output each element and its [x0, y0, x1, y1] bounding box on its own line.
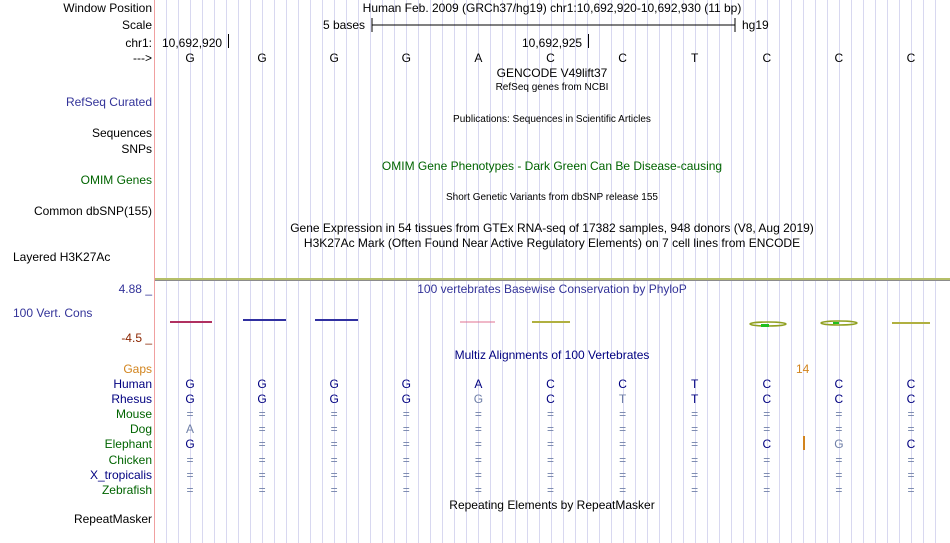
chrom-label: chr1:	[125, 36, 152, 50]
phylop-bar-6-spike	[761, 324, 769, 327]
aligned-base: G	[401, 392, 411, 406]
aligned-base: =	[691, 483, 699, 497]
aligned-base: =	[402, 407, 410, 421]
aligned-base: =	[835, 483, 843, 497]
snps-track-label[interactable]: SNPs	[121, 142, 152, 156]
aligned-base: =	[474, 453, 482, 467]
aligned-base: C	[906, 377, 916, 391]
species-label[interactable]: Human	[113, 377, 152, 391]
aligned-base: =	[258, 407, 266, 421]
aligned-base: =	[330, 483, 338, 497]
reference-base: G	[185, 51, 195, 65]
aligned-base: C	[834, 377, 844, 391]
aligned-base: G	[329, 377, 339, 391]
aligned-base: =	[402, 468, 410, 482]
aligned-base: =	[402, 422, 410, 436]
species-label[interactable]: Zebrafish	[101, 483, 152, 497]
aligned-base: =	[691, 468, 699, 482]
coord-left: 10,692,920	[162, 36, 223, 50]
aligned-base: =	[186, 407, 194, 421]
species-label[interactable]: Chicken	[108, 453, 152, 467]
coord-tick-left	[228, 34, 229, 48]
reference-base: C	[546, 51, 555, 65]
scale-label: Scale	[121, 18, 152, 32]
aligned-base: G	[185, 437, 195, 451]
aligned-base: G	[185, 392, 195, 406]
aligned-base: C	[618, 377, 627, 391]
aligned-base: G	[257, 392, 267, 406]
aligned-base: C	[906, 392, 916, 406]
repeatmasker-track-title[interactable]: Repeating Elements by RepeatMasker	[449, 498, 655, 512]
aligned-base: =	[835, 468, 843, 482]
track-separator	[155, 278, 950, 281]
aligned-base: =	[402, 437, 410, 451]
aligned-base: =	[907, 483, 915, 497]
aligned-base: =	[402, 453, 410, 467]
reference-base: A	[474, 51, 483, 65]
reference-base: G	[329, 51, 339, 65]
reference-base: C	[762, 51, 772, 65]
aligned-base: =	[691, 407, 699, 421]
aligned-base: =	[619, 422, 627, 436]
aligned-base: C	[762, 437, 772, 451]
refseq-track-label[interactable]: RefSeq Curated	[65, 95, 152, 109]
coord-tick-mid	[588, 34, 589, 48]
phylop-max-label: 4.88 _	[118, 282, 152, 296]
aligned-base: =	[619, 437, 627, 451]
dbsnp-track-title[interactable]: Short Genetic Variants from dbSNP release 155	[446, 192, 658, 203]
aligned-base: =	[546, 453, 554, 467]
aligned-base: =	[474, 483, 482, 497]
aligned-base: =	[835, 407, 843, 421]
species-label[interactable]: Mouse	[115, 407, 152, 421]
aligned-base: =	[258, 468, 266, 482]
aligned-base: A	[474, 377, 483, 391]
reference-base: C	[906, 51, 916, 65]
aligned-base: =	[763, 453, 771, 467]
aligned-base: C	[834, 392, 844, 406]
reference-base: C	[618, 51, 627, 65]
h3k27ac-track-title[interactable]: H3K27Ac Mark (Often Found Near Active Regulatory Elements) on 7 cell lines from ENCODE	[303, 236, 801, 250]
coord-mid: 10,692,925	[522, 36, 583, 50]
aligned-base: G	[257, 377, 267, 391]
aligned-base: =	[763, 483, 771, 497]
gaps-label: Gaps	[123, 362, 152, 376]
phylop-min-label: -4.5 _	[121, 331, 152, 345]
aligned-base: =	[474, 422, 482, 436]
aligned-base: =	[258, 422, 266, 436]
omim-track-label[interactable]: OMIM Genes	[80, 173, 152, 187]
aligned-base: =	[907, 468, 915, 482]
aligned-base: T	[691, 377, 699, 391]
aligned-base: =	[619, 407, 627, 421]
omim-track-title[interactable]: OMIM Gene Phenotypes - Dark Green Can Be Disease-causing	[381, 159, 723, 173]
refseq-track-subtitle[interactable]: RefSeq genes from NCBI	[495, 82, 609, 93]
species-label[interactable]: X_tropicalis	[89, 468, 152, 482]
aligned-base: C	[906, 437, 916, 451]
aligned-base: =	[907, 407, 915, 421]
reference-base: C	[834, 51, 844, 65]
aligned-base: C	[546, 377, 555, 391]
aligned-base: =	[258, 437, 266, 451]
aligned-base: =	[691, 437, 699, 451]
gtex-track-title[interactable]: Gene Expression in 54 tissues from GTEx RNA-seq of 17382 samples, 948 donors (V8, Aug 2019)	[290, 221, 814, 235]
gap-count: 14	[796, 362, 810, 376]
phylop-bar-7-spike	[833, 322, 839, 324]
phylop-conservation-graph[interactable]	[155, 310, 950, 334]
reference-base: G	[257, 51, 267, 65]
aligned-base: =	[330, 453, 338, 467]
scale-bar	[370, 16, 738, 34]
aligned-base: A	[185, 422, 194, 436]
aligned-base: =	[474, 407, 482, 421]
species-label[interactable]: Elephant	[104, 437, 152, 451]
aligned-base: =	[691, 422, 699, 436]
window-position-text: Human Feb. 2009 (GRCh37/hg19) chr1:10,692,920-10,692,930 (11 bp)	[362, 1, 742, 15]
publications-track-title[interactable]: Publications: Sequences in Scientific Articles	[453, 114, 651, 125]
aligned-base: =	[835, 422, 843, 436]
phylop-track-title[interactable]: 100 vertebrates Basewise Conservation by PhyloP	[417, 282, 687, 296]
aligned-base: =	[619, 453, 627, 467]
gap-marker	[803, 436, 805, 450]
reference-base: T	[691, 51, 699, 65]
track-label-divider	[154, 0, 155, 543]
aligned-base: =	[546, 468, 554, 482]
aligned-base: =	[763, 468, 771, 482]
scale-assembly: hg19	[742, 18, 769, 32]
aligned-base: T	[618, 392, 627, 406]
aligned-base: =	[546, 422, 554, 436]
aligned-base: =	[186, 453, 194, 467]
aligned-base: =	[474, 437, 482, 451]
aligned-base: =	[619, 468, 627, 482]
aligned-base: =	[907, 453, 915, 467]
gencode-track-title[interactable]: GENCODE V49lift37	[496, 66, 608, 80]
aligned-base: =	[907, 422, 915, 436]
aligned-base: C	[762, 377, 772, 391]
aligned-base: =	[402, 483, 410, 497]
aligned-base: =	[546, 437, 554, 451]
aligned-base: C	[546, 392, 555, 406]
aligned-base: =	[835, 453, 843, 467]
aligned-base: T	[691, 392, 699, 406]
window-position-label: Window Position	[63, 1, 152, 15]
h3k27ac-track-label[interactable]: Layered H3K27Ac	[13, 250, 111, 264]
aligned-base: =	[330, 437, 338, 451]
aligned-base: =	[258, 453, 266, 467]
aligned-base: =	[330, 407, 338, 421]
species-label[interactable]: Rhesus	[111, 392, 152, 406]
aligned-base: =	[546, 407, 554, 421]
species-label[interactable]: Dog	[129, 422, 152, 436]
aligned-base: =	[763, 407, 771, 421]
aligned-base: =	[186, 483, 194, 497]
aligned-base: =	[691, 453, 699, 467]
repeatmasker-track-label[interactable]: RepeatMasker	[73, 512, 152, 526]
aligned-base: =	[186, 468, 194, 482]
aligned-base: =	[763, 422, 771, 436]
aligned-base: =	[258, 483, 266, 497]
phylop-track-label[interactable]: 100 Vert. Cons	[13, 306, 93, 320]
sequences-track-label[interactable]: Sequences	[91, 126, 152, 140]
aligned-base: =	[546, 483, 554, 497]
aligned-base: G	[185, 377, 195, 391]
aligned-base: =	[330, 468, 338, 482]
multiz-track-title[interactable]: Multiz Alignments of 100 Vertebrates	[454, 348, 650, 362]
aligned-base: G	[401, 377, 411, 391]
aligned-base: =	[619, 483, 627, 497]
aligned-base: =	[330, 422, 338, 436]
aligned-base: G	[473, 392, 484, 406]
reference-base: G	[401, 51, 411, 65]
aligned-base: G	[834, 437, 844, 451]
dbsnp-track-label[interactable]: Common dbSNP(155)	[33, 204, 152, 218]
strand-label: --->	[133, 51, 152, 65]
scale-bases-text: 5 bases	[323, 18, 366, 32]
aligned-base: C	[762, 392, 772, 406]
aligned-base: =	[474, 468, 482, 482]
aligned-base: G	[329, 392, 339, 406]
